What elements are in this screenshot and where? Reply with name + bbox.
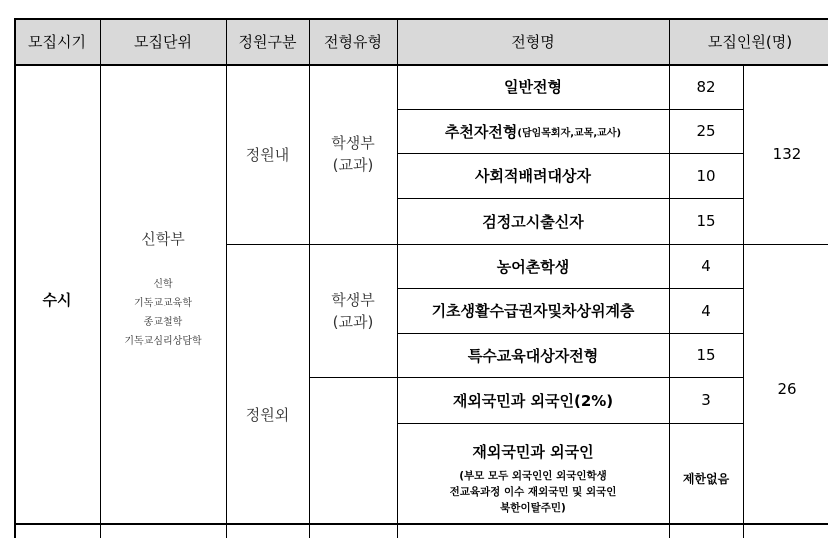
major-item: 기독교심리상담학 (124, 335, 202, 347)
type-line: 학생부 (331, 134, 375, 152)
track-count: 3 (701, 391, 711, 409)
track-name-main: 재외국민과 외국인 (472, 443, 594, 461)
major-item: 신학 (153, 278, 173, 290)
quota-out-type (309, 244, 397, 377)
track-count: 25 (696, 122, 716, 140)
track-count: 4 (701, 257, 711, 275)
quota-in-total: 132 (772, 145, 802, 163)
track-name (397, 109, 669, 153)
unit-name: 신학부 (141, 229, 185, 248)
unit-cell (100, 64, 226, 534)
header-quota: 정원구분 (226, 18, 309, 64)
type-line: 학생부 (331, 290, 375, 309)
quota-in-label: 정원내 (245, 145, 290, 164)
track-name: 일반전형 (504, 78, 562, 96)
period-cell: 수시 (42, 290, 72, 309)
track-name: 재외국민과 외국인(2%) (452, 391, 614, 410)
track-count: 4 (701, 301, 711, 320)
track-count: 제한없음 (682, 472, 730, 486)
track-name-main: 추천자전형 (444, 122, 518, 141)
track-count: 15 (696, 212, 716, 230)
track-name: 검정고시출신자 (482, 212, 584, 231)
header-type: 전형유형 (309, 18, 397, 64)
quota-out-total: 26 (777, 380, 797, 398)
major-item: 기독교교육학 (134, 297, 192, 309)
admission-table (14, 18, 828, 538)
track-name: 농어촌학생 (496, 257, 570, 276)
major-item: 종교철학 (143, 316, 183, 328)
track-name: 특수교육대상자전형 (467, 346, 599, 365)
track-count: 10 (696, 166, 716, 185)
quota-out-label: 정원외 (245, 405, 290, 424)
track-name: 사회적배려대상자 (475, 167, 591, 185)
header-count: 모집인원(명) (669, 18, 828, 64)
track-count: 82 (696, 77, 716, 96)
track-name-foreign (397, 423, 669, 534)
track-count: 15 (696, 346, 716, 364)
track-name: 기초생활수급권자및차상위계층 (431, 302, 635, 320)
header-track: 전형명 (397, 18, 669, 64)
quota-in-type (309, 64, 397, 244)
header-unit: 모집단위 (100, 18, 226, 64)
track-note-line: 북한이탈주민) (500, 502, 566, 514)
type-line: (교과) (332, 156, 374, 174)
track-note-line: 전교육과정 이수 재외국민 및 외국인 (449, 486, 617, 498)
track-note-line: (부모 모두 외국인인 외국인학생 (459, 470, 607, 482)
type-line: (교과) (332, 312, 374, 331)
header-period: 모집시기 (14, 18, 100, 64)
track-name-note: (담임목회자,교목,교사) (517, 127, 622, 139)
